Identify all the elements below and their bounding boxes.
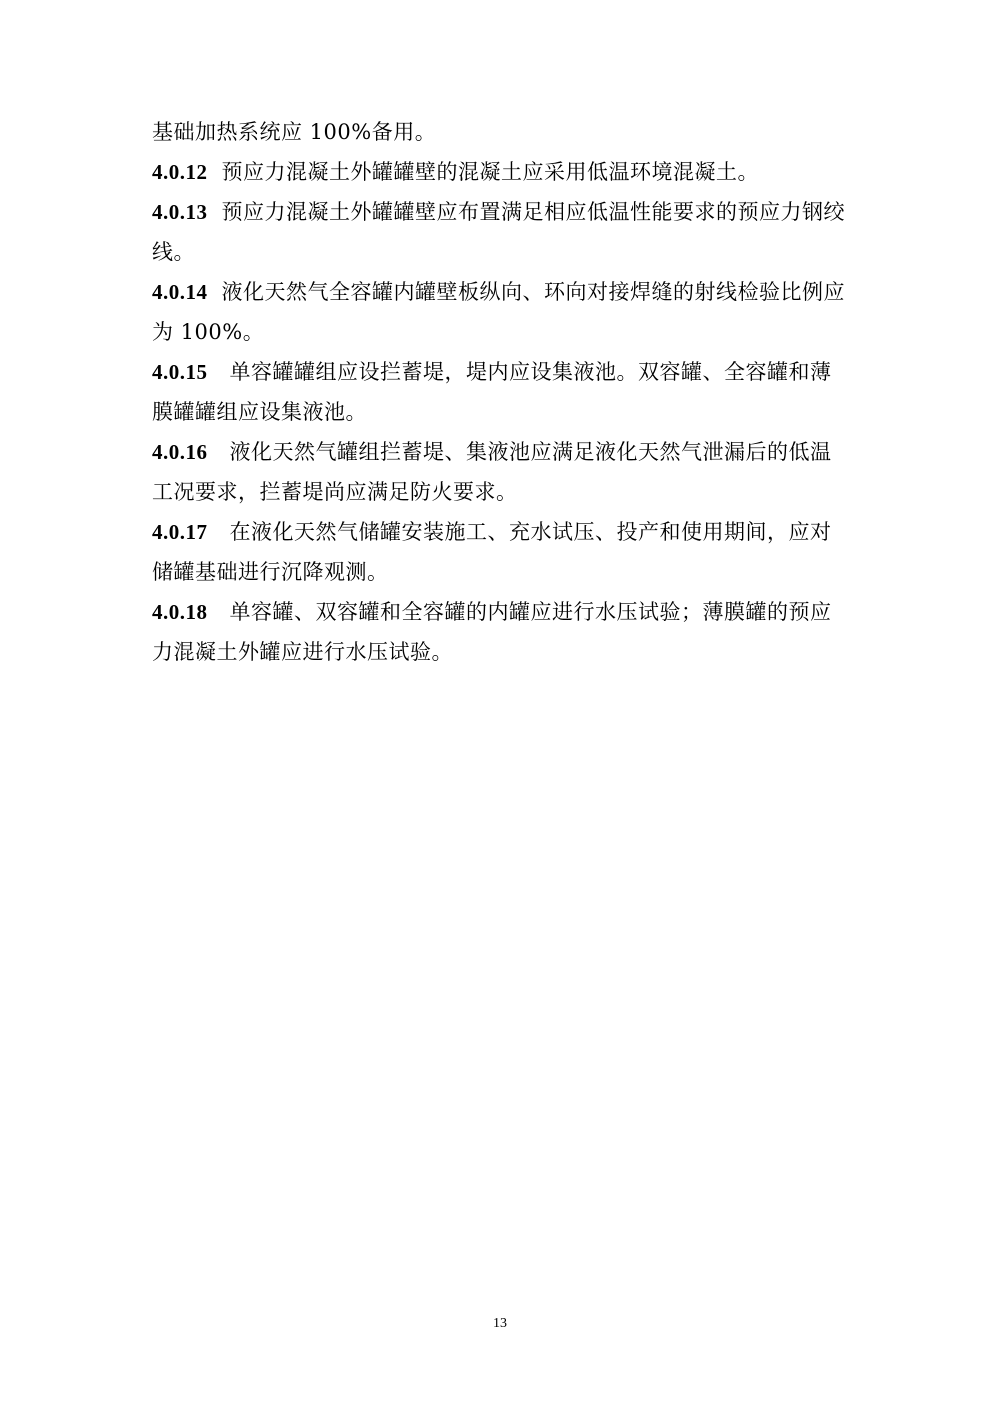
clause-number: 4.0.13 — [152, 200, 208, 224]
paragraph-continuation — [152, 112, 852, 152]
clause-4-0-15 — [152, 352, 852, 432]
clause-text: 预应力混凝土外罐罐壁应布置满足相应低温性能要求的预应力钢绞线。 — [152, 200, 845, 264]
clause-4-0-17 — [152, 512, 852, 592]
clause-text: 单容罐罐组应设拦蓄堤，堤内应设集液池。双容罐、全容罐和薄膜罐罐组应设集液池。 — [152, 360, 832, 424]
clause-4-0-18 — [152, 592, 852, 672]
clause-4-0-12 — [152, 152, 852, 192]
clause-text: 预应力混凝土外罐罐壁的混凝土应采用低温环境混凝土。 — [221, 160, 759, 184]
clause-number: 4.0.14 — [152, 280, 208, 304]
clause-4-0-13 — [152, 192, 852, 272]
clause-text: 液化天然气罐组拦蓄堤、集液池应满足液化天然气泄漏后的低温工况要求，拦蓄堤尚应满足防火要求。 — [152, 440, 832, 504]
clause-4-0-16 — [152, 432, 852, 512]
clause-number: 4.0.17 — [152, 520, 208, 544]
clause-text: 液化天然气全容罐内罐壁板纵向、环向对接焊缝的射线检验比例应为 100%。 — [152, 280, 845, 344]
clause-number: 4.0.12 — [152, 160, 208, 184]
clause-text: 在液化天然气储罐安装施工、充水试压、投产和使用期间，应对储罐基础进行沉降观测。 — [152, 520, 832, 584]
clause-number: 4.0.16 — [152, 440, 208, 464]
paragraph-text: 基础加热系统应 100%备用。 — [152, 120, 437, 144]
clause-number: 4.0.18 — [152, 600, 208, 624]
clause-text: 单容罐、双容罐和全容罐的内罐应进行水压试验；薄膜罐的预应力混凝土外罐应进行水压试验。 — [152, 600, 832, 664]
clause-number: 4.0.15 — [152, 360, 208, 384]
clause-4-0-14 — [152, 272, 852, 352]
document-body — [152, 112, 852, 672]
page-number: 13 — [493, 1316, 507, 1331]
